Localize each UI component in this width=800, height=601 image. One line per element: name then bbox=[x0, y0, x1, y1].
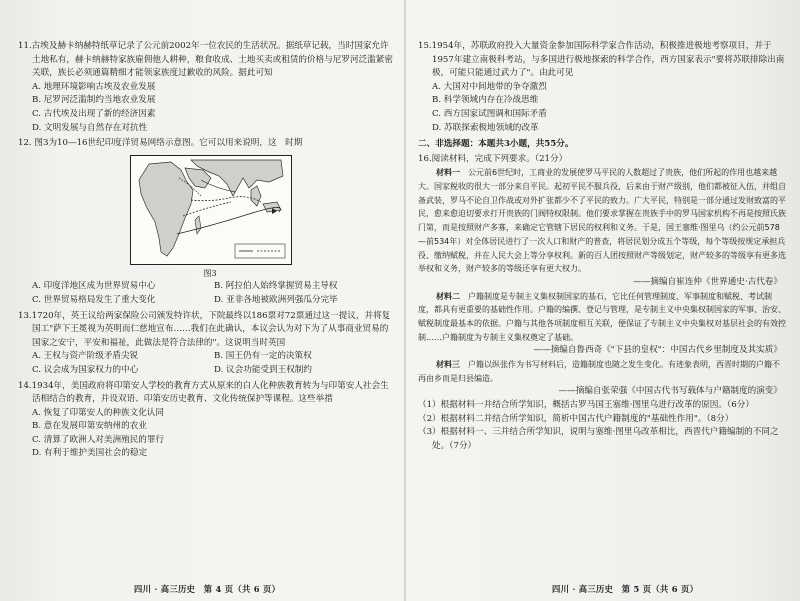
q16-subquestion-3: （3）根据材料一、三并结合所学知识，说明与塞维·图里乌改革相比，西晋代户籍编制的不同之处。（7分） bbox=[418, 427, 779, 451]
figure-3 bbox=[130, 155, 290, 281]
material-2-text: 户籍制度是专制主义集权制国家的基石，它比任何管理制度、军事制度和赋税、考试制度，都具有更重要的基础性作用。户籍的编撰、登记与管理，是专制主义中央集权制国家的军事、治安、赋税制度最基本的依据。户籍与其他各项制度相互关联，便保证了专制主义中央集权对基层社会的有效控制……户籍制度为专制主义集权奠定了基础。 bbox=[418, 291, 786, 342]
right-page-footer: 四川 · 高三历史 第 5 页（共 6 页） bbox=[552, 584, 699, 594]
q13-option-b: B. 国王仍有一定的决策权 bbox=[214, 351, 312, 362]
q14-stem: 14.1934年，美国政府将印第安人学校的教育方式从原来的白人化种族教育转为与印第安人社会生活相结合的教育，并设双语、印第安历史教育、文化传统保护等课程。这些举措 bbox=[18, 380, 389, 405]
material-1-source: ——摘编自崔连仲《世界通史·古代卷》 bbox=[633, 276, 782, 287]
q16-subquestion-1: （1）根据材料一并结合所学知识，概括古罗马国王塞维·图里乌进行改革的原因。（6分） bbox=[418, 399, 754, 410]
q11-option-b: B. 尼罗河泛滥制约当地农业发展 bbox=[32, 95, 156, 106]
indian-ocean-trade-map bbox=[130, 155, 292, 265]
q12-option-a: A. 印度洋地区成为世界贸易中心 bbox=[32, 281, 156, 292]
question-16 bbox=[418, 153, 786, 454]
q11-option-a: A. 地理环境影响古埃及农业发展 bbox=[32, 81, 156, 92]
material-3-label: 材料三 bbox=[436, 359, 460, 369]
q11-option-c: C. 古代埃及出现了新的经济因素 bbox=[32, 108, 156, 119]
trade-route-3 bbox=[177, 207, 280, 234]
right-page bbox=[418, 40, 786, 455]
trade-route-1 bbox=[191, 196, 261, 201]
material-1 bbox=[418, 166, 786, 276]
question-15 bbox=[418, 40, 786, 135]
q15-option-d: D. 苏联探索极地领域的改革 bbox=[432, 122, 539, 133]
q13-stem: 13.1720年，英王议给两家保险公司颁发特许状，下院最终以186票对72票通过这一提议，并将复国工"萨下王冕视为英明而仁慈地宣布……我们在此确认，本议会认为对下为了从事商业贸易的国家之安宁，平安和福祉，此做法是符合法律的"。这说明当时英国 bbox=[18, 310, 391, 348]
q13-options bbox=[18, 350, 396, 377]
q14-option-c: C. 清算了欧洲人对美洲殖民的罪行 bbox=[32, 434, 165, 445]
question-12 bbox=[18, 137, 396, 307]
figure-caption: 图3 bbox=[203, 268, 217, 278]
material-3-source: ——摘编自张荣强《中国古代书写载体与户籍制度的演变》 bbox=[558, 386, 782, 397]
material-3-text: 户籍以纵张作为书写材料后，造籍制度也随之发生变化。有迹象表明，西晋时期的户籍不再由乡而是归县编造。 bbox=[418, 359, 780, 383]
section-heading: 二、非选择题：本题共3小题，共55分。 bbox=[418, 139, 574, 150]
left-page-footer: 四川 · 高三历史 第 4 页（共 6 页） bbox=[134, 584, 281, 594]
q15-option-b: B. 科学领域内存在冷战思维 bbox=[432, 95, 539, 106]
q12-option-d: D. 亚非各地被欧洲列强瓜分完毕 bbox=[214, 294, 338, 305]
q14-option-a: A. 恢复了印第安人的种族文化认同 bbox=[32, 407, 164, 418]
q14-option-d: D. 有利于维护美国社会的稳定 bbox=[32, 448, 148, 459]
q12-option-b: B. 阿拉伯人始终掌握贸易主导权 bbox=[214, 281, 338, 292]
q12-options bbox=[18, 280, 396, 307]
question-13 bbox=[18, 310, 396, 378]
page-fold bbox=[404, 0, 406, 601]
material-1-text: 公元前6世纪时，工商业的发展使罗马平民的人数超过了贵族，他们所起的作用也越来越大。国家税收的很大一部分来自平民。起初平民不服兵役，后来由于财产级别，他们都被征入伍，并组自备武装，罗马不论自卫作战或对外扩张都少不了平民的致力。广大平民，特别是一部分通过发财致富的平民，愈来愈迫切要求打开贵族的门阀特权限制。他们要求掌握在贵族手中的罗马国家机构不再是按照氏族门第，而是按照财产多寡，来确定它管辖下居民的权利和义务。于是，国王塞维·图里乌（约公元前578—前534年）对全体居民进行了一次人口和财产的普查，将居民划分成五个等级，每个等级按规定承担兵役、缴纳赋税，并在人民大会上等分享权利。新的百人团按照财产等级划定，财产较多的等级享有更多选举权和义务，财产较多的等级还享有更大权力。 bbox=[418, 168, 786, 274]
q15-option-c: C. 西方国家试图调和国际矛盾 bbox=[432, 108, 547, 119]
question-14 bbox=[18, 380, 396, 462]
q15-option-a: A. 大国对中间地带的争夺激烈 bbox=[432, 81, 547, 92]
question-11 bbox=[18, 40, 396, 135]
q15-stem: 15.1954年，苏联政府投入大量资金参加国际科学家合作活动，积极推进极地考察项目，并于1957年建立南极科考站，与多国进行极地探索的科学合作，西方国家表示"要将苏联排除出南极，可能只能通过武力了"。由此可见 bbox=[418, 41, 785, 79]
left-page bbox=[18, 40, 396, 463]
africa-landmass bbox=[139, 162, 193, 256]
q11-option-d: D. 文明发展与自然存在对抗性 bbox=[32, 122, 148, 133]
q16-stem: 16.阅读材料，完成下列要求。（21分） bbox=[418, 153, 568, 164]
material-2-source: ——摘编自鲁西奇《"下县的皇权"：中国古代乡里制度及其实质》 bbox=[533, 345, 782, 356]
material-2 bbox=[418, 290, 786, 345]
q14-option-b: B. 意在发展印第安纳州的农业 bbox=[32, 421, 147, 432]
q13-option-a: A. 王权与资产阶级矛盾尖锐 bbox=[32, 351, 139, 362]
material-1-label: 材料一 bbox=[436, 168, 460, 178]
q16-subquestion-2: （2）根据材料二并结合所学知识，简析中国古代户籍制度的"基础性作用"。（8分） bbox=[418, 413, 734, 424]
q12-option-c: C. 世界贸易格局发生了重大变化 bbox=[32, 294, 156, 305]
q11-stem: 11.古埃及赫卡纳赫特纸草记录了公元前2002年一位农民的生活状况。据纸草记载，当时国家允许土地私有，赫卡纳赫特家族雇佣他人耕种，粮食收成、土地买卖或租赁的价格与尼罗河泛滥紧密关联，族长必须通篇精细才能领家族度过歉收的风险。据此可知 bbox=[18, 41, 393, 79]
q13-option-d: D. 议会功能受到王权制约 bbox=[214, 364, 312, 375]
q12-stem: 12. 图3为10—16世纪印度洋贸易网络示意图。它可以用来说明，这 时期 bbox=[18, 138, 303, 149]
madagascar bbox=[195, 216, 201, 234]
material-3 bbox=[418, 358, 786, 385]
q13-option-c: C. 议会成为国家权力的中心 bbox=[32, 364, 139, 375]
material-2-label: 材料二 bbox=[436, 291, 460, 301]
